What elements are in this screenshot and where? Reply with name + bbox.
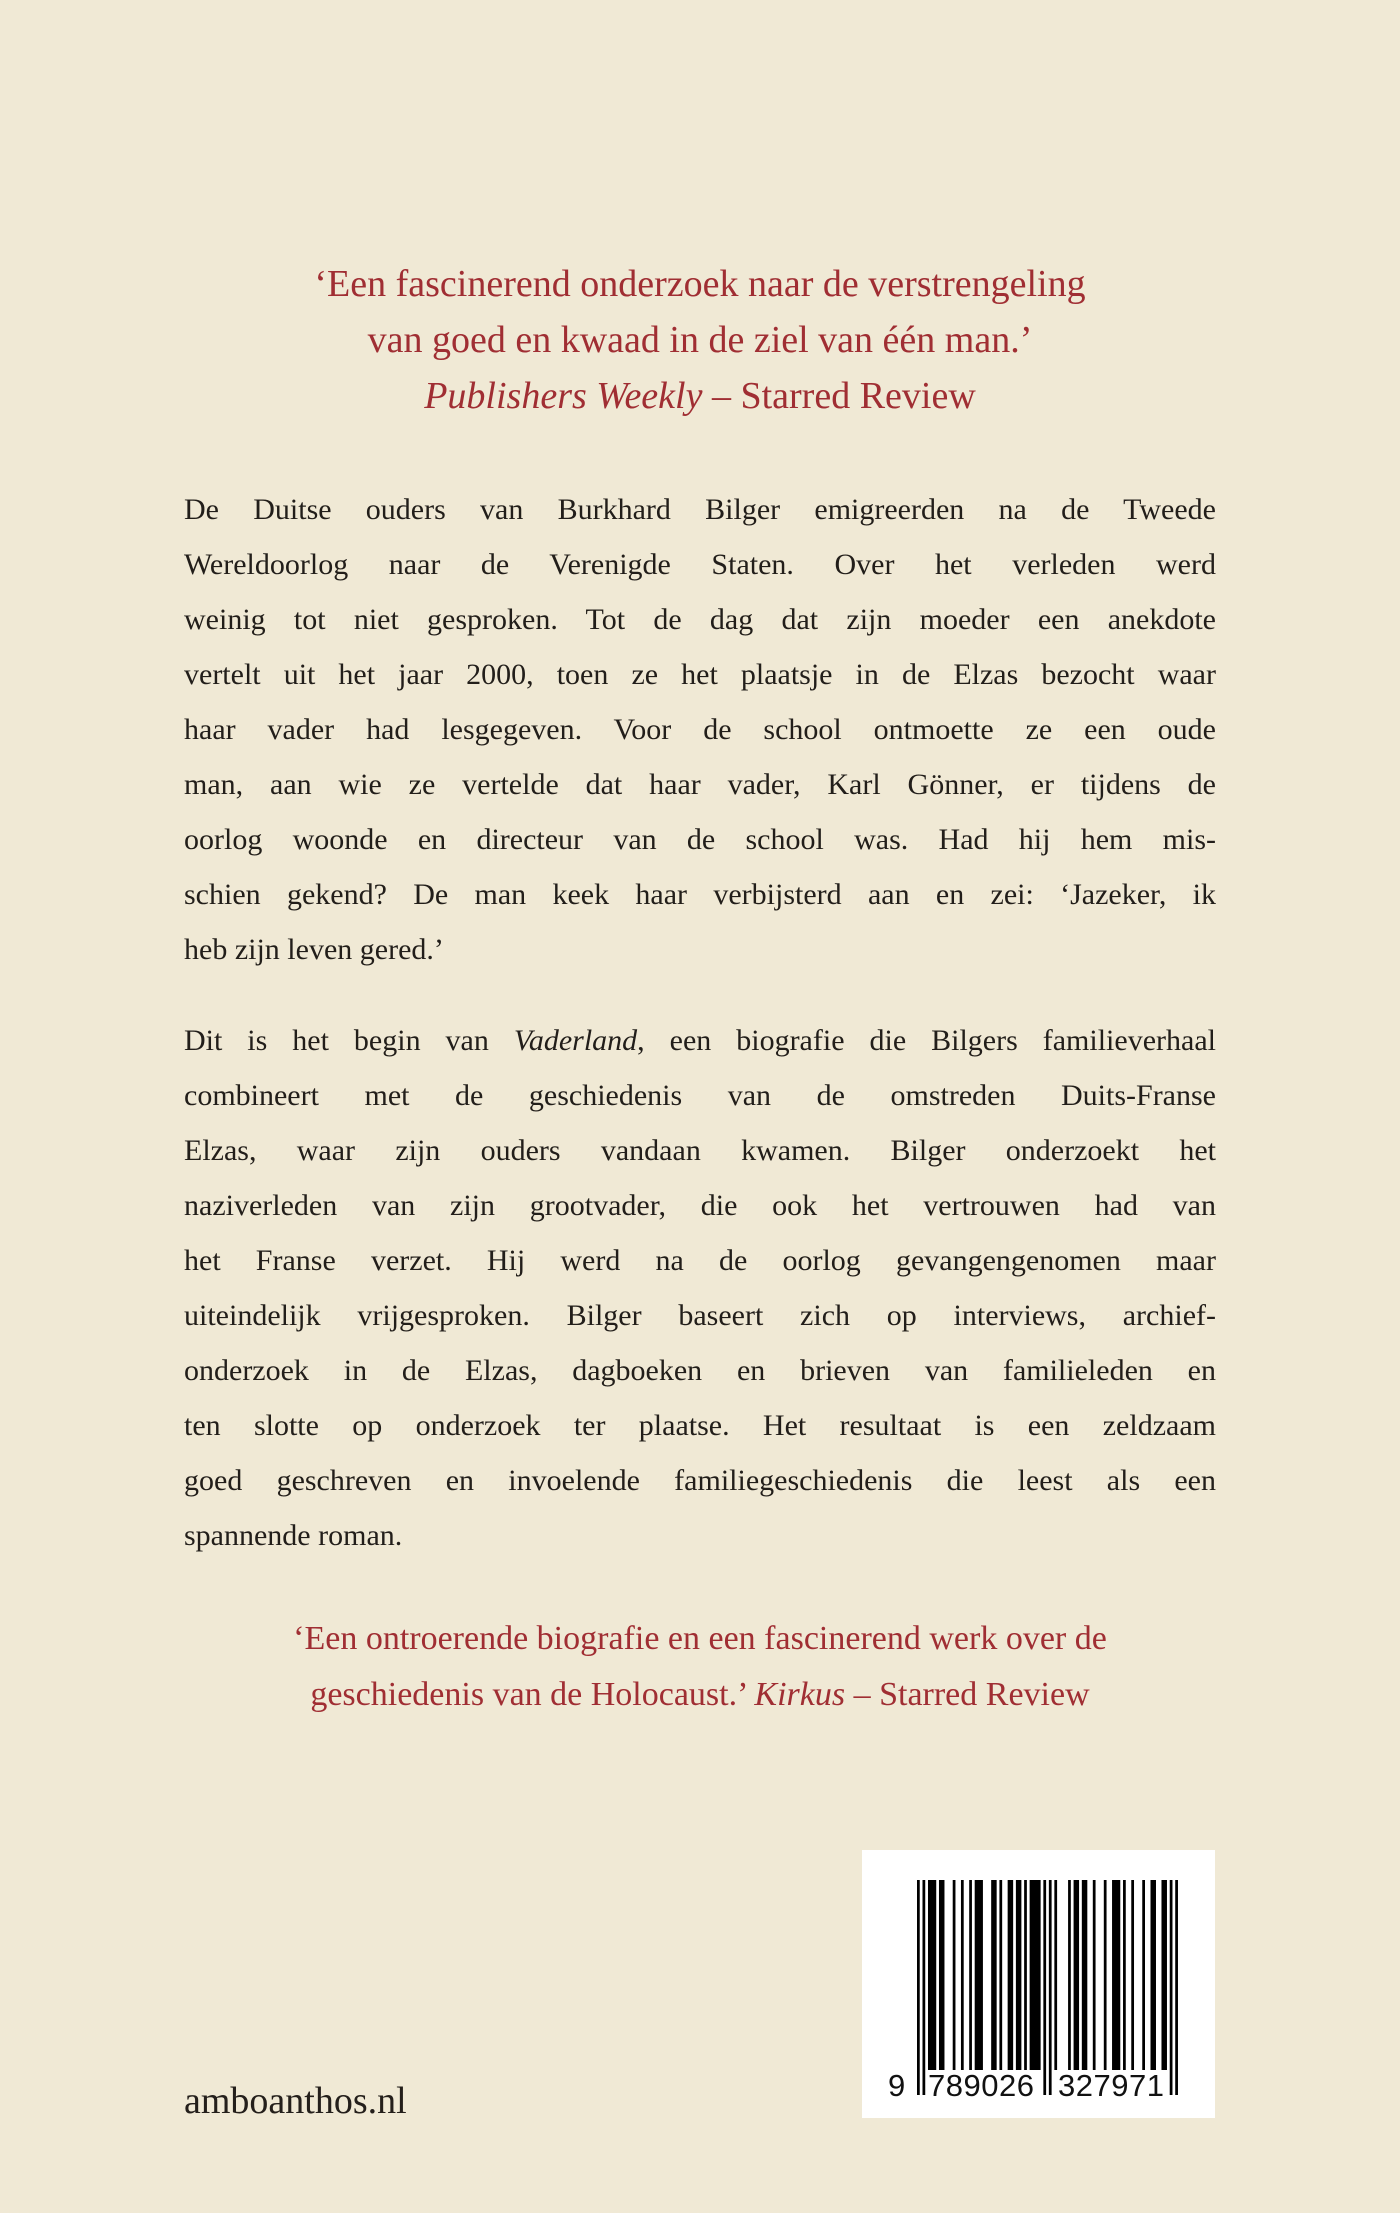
review-source-name: Kirkus	[754, 1676, 846, 1713]
body-line	[184, 1013, 1216, 1068]
quote-source	[100, 1667, 1300, 1723]
barcode-digit-group: 327971	[1058, 2068, 1164, 2103]
body-line: schien gekend? De man keek haar verbijsterd aan en zei: ‘Jazeker, ik	[184, 878, 1216, 911]
body-line: Wereldoorlog naar de Verenigde Staten. Over het verleden werd	[184, 548, 1216, 581]
barcode-bars	[917, 1880, 1178, 2095]
body-line: naziverleden van zijn grootvader, die ook het vertrouwen had van	[184, 1189, 1216, 1222]
body-line-text: , een biografie die Bilgers familieverhaal	[637, 1024, 1216, 1057]
publisher-website: amboanthos.nl	[184, 2080, 407, 2122]
body-line: het Franse verzet. Hij werd na de oorlog gevangengenomen maar	[184, 1244, 1216, 1277]
body-line: heb zijn leven gered.’	[184, 933, 444, 966]
barcode-digit-first: 9	[888, 2068, 906, 2103]
barcode-digit-group: 789026	[928, 2068, 1034, 2103]
body-paragraph-1	[184, 482, 1216, 977]
body-line: ten slotte op onderzoek ter plaatse. Het resultaat is een zeldzaam	[184, 1409, 1216, 1442]
body-line: Elzas, waar zijn ouders vandaan kwamen. Bilger onderzoekt het	[184, 1134, 1216, 1167]
body-line: goed geschreven en invoelende familiegeschiedenis die leest als een	[184, 1464, 1216, 1497]
barcode	[862, 1850, 1215, 2118]
quote-line-text: geschiedenis van de Holocaust.’	[310, 1676, 755, 1713]
body-line: combineert met de geschiedenis van de omstreden Duits-Franse	[184, 1079, 1216, 1112]
body-paragraph-2	[184, 1013, 1216, 1563]
body-line: oorlog woonde en directeur van de school was. Had hij hem mis-	[184, 823, 1216, 856]
body-line: haar vader had lesgegeven. Voor de school ontmoette ze een oude	[184, 713, 1216, 746]
review-source-rest: – Starred Review	[702, 375, 976, 417]
body-line: onderzoek in de Elzas, dagboeken en brieven van familieleden en	[184, 1354, 1216, 1387]
quote-line: ‘Een ontroerende biografie en een fascinerend werk over de	[293, 1620, 1107, 1657]
body-line: vertelt uit het jaar 2000, toen ze het plaatsje in de Elzas bezocht waar	[184, 658, 1216, 691]
body-line: uiteindelijk vrijgesproken. Bilger baseert zich op interviews, archief-	[184, 1299, 1216, 1332]
quote-source	[100, 368, 1300, 424]
body-line: weinig tot niet gesproken. Tot de dag dat zijn moeder een anekdote	[184, 603, 1216, 636]
review-source-name: Publishers Weekly	[424, 375, 703, 417]
quote-line: ‘Een fascinerend onderzoek naar de verstrengeling	[314, 263, 1086, 305]
review-source-rest: – Starred Review	[845, 1676, 1090, 1713]
pull-quote-bottom	[100, 1611, 1300, 1723]
body-line: De Duitse ouders van Burkhard Bilger emigreerden na de Tweede	[184, 493, 1216, 526]
book-title-italic: Vaderland	[513, 1024, 638, 1057]
barcode-panel	[862, 1850, 1215, 2118]
quote-line: van goed en kwaad in de ziel van één man.’	[367, 319, 1033, 361]
body-line: man, aan wie ze vertelde dat haar vader, Karl Gönner, er tijdens de	[184, 768, 1216, 801]
body-line-text: Dit is het begin van	[184, 1024, 514, 1057]
pull-quote-top	[100, 256, 1300, 424]
body-line: spannende roman.	[184, 1519, 403, 1552]
